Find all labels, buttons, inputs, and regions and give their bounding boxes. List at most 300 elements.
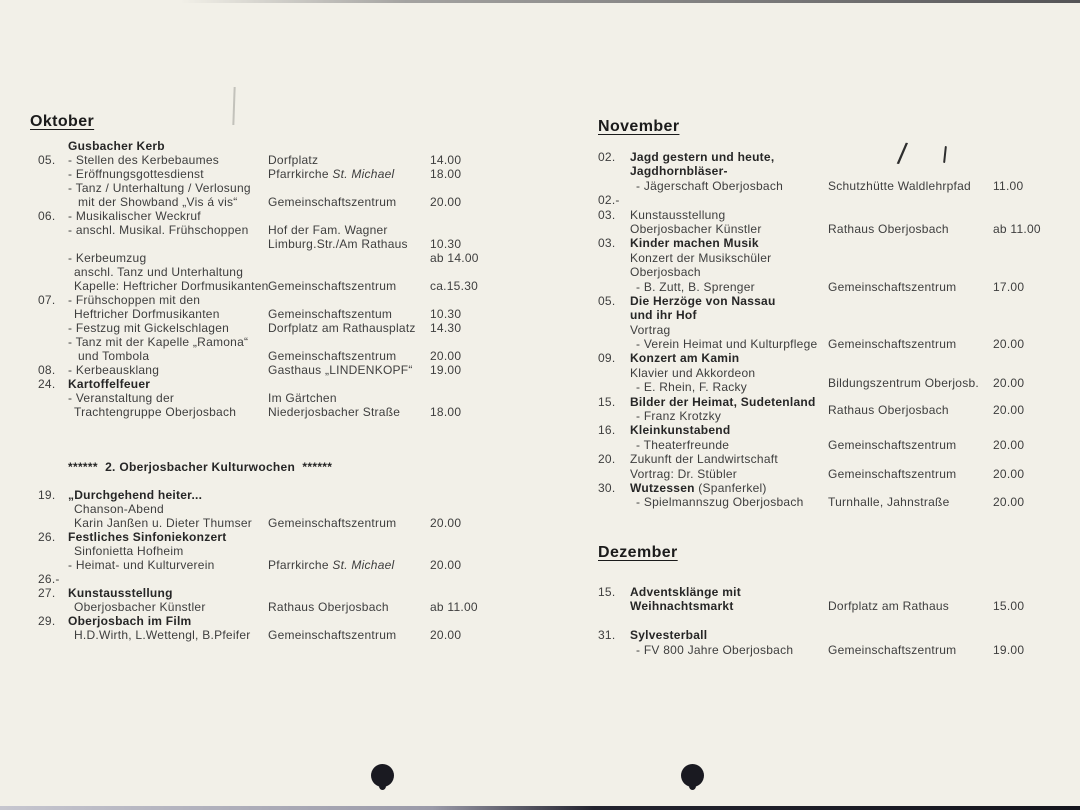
event-description: Konzert der Musikschüler (630, 250, 772, 265)
event-time (430, 530, 545, 544)
event-description: mit der Showband „Vis á vis“ (78, 195, 238, 209)
event-time: 18.00 (430, 405, 462, 419)
event-time: 20.00 (993, 495, 1025, 510)
event-location (828, 265, 993, 279)
event-day (30, 349, 68, 363)
event-description: - Kerbeumzug (68, 251, 147, 265)
event-location: Bildungszentrum Oberjosb. (828, 376, 979, 391)
event-location: Gemeinschaftszentum (268, 307, 393, 321)
event-description: - Theaterfreunde (636, 437, 730, 452)
event-time: 19.00 (430, 363, 462, 377)
event-location: Rathaus Oberjosbach (828, 403, 949, 418)
event-line (590, 265, 1076, 279)
event-time (430, 572, 545, 586)
event-time: 20.00 (430, 558, 462, 572)
event-location (828, 628, 993, 642)
event-location (268, 614, 430, 628)
event-description: und ihr Hof (630, 308, 697, 323)
event-day (30, 195, 68, 209)
event-description: Vortrag: Dr. Stübler (630, 466, 738, 481)
event-description: Kartoffelfeuer (68, 377, 151, 391)
event-location: Limburg.Str./Am Rathaus (268, 237, 408, 251)
event-location (268, 586, 430, 600)
event-line (590, 628, 1076, 642)
event-description (68, 572, 268, 586)
event-location (828, 585, 993, 599)
event-description: Oberjosbach (630, 265, 701, 280)
event-location (268, 293, 430, 307)
event-description: Kinder machen Musik (630, 236, 759, 251)
event-day: 06. (38, 209, 56, 223)
event-location: Gemeinschaftszentrum (828, 466, 957, 481)
event-line (30, 586, 545, 600)
event-time: 20.00 (430, 195, 462, 209)
event-location (268, 251, 430, 265)
event-description: und Tombola (78, 349, 150, 363)
event-day: 05. (598, 293, 616, 308)
event-day: 27. (38, 586, 56, 600)
event-location (268, 265, 430, 279)
section-oktober (30, 112, 545, 642)
event-line (590, 308, 1076, 322)
event-location: Rathaus Oberjosbach (828, 221, 949, 236)
event-line (590, 222, 1076, 236)
event-description: Wutzessen (Spanferkel) (630, 480, 767, 495)
event-location (268, 572, 430, 586)
event-description: anschl. Tanz und Unterhaltung (74, 265, 244, 279)
event-day (590, 251, 630, 265)
event-description: Konzert am Kamin (630, 351, 740, 366)
event-day (590, 380, 630, 394)
event-time (993, 251, 1076, 265)
event-day (590, 164, 630, 178)
event-location: Schutzhütte Waldlehrpfad (828, 178, 971, 193)
event-description: - B. Zutt, B. Sprenger (636, 279, 755, 294)
event-description: Adventsklänge mit (630, 585, 741, 599)
event-description: Karin Janßen u. Dieter Thumser (74, 516, 253, 530)
event-location: Turnhalle, Jahnstraße (828, 495, 950, 510)
event-description: - FV 800 Jahre Oberjosbach (636, 642, 794, 657)
event-description (630, 193, 828, 207)
event-line (590, 643, 1076, 657)
event-line (590, 495, 1076, 509)
event-day: 09. (598, 351, 616, 366)
event-location (828, 423, 993, 437)
event-line (30, 558, 545, 572)
event-time: 14.30 (430, 321, 462, 335)
event-location (828, 193, 993, 207)
event-location (828, 236, 993, 250)
event-description: - Heimat- und Kulturverein (68, 558, 215, 572)
event-line (30, 405, 545, 419)
event-day (590, 495, 630, 509)
event-line (30, 251, 545, 265)
event-day (590, 366, 630, 380)
event-location (828, 251, 993, 265)
event-line (30, 349, 545, 363)
event-location: Gemeinschaftszentrum (268, 195, 397, 209)
event-location (268, 335, 430, 349)
event-time (993, 481, 1076, 495)
event-description: Jagd gestern und heute, (630, 150, 775, 164)
event-line (590, 251, 1076, 265)
event-day (590, 599, 630, 613)
event-time (430, 391, 545, 405)
event-time (993, 308, 1076, 322)
event-day (30, 321, 68, 335)
event-description: Kapelle: Heftricher Dorfmusikanten (74, 279, 269, 293)
event-line (590, 467, 1076, 481)
event-description: - Stellen des Kerbebaumes (68, 153, 219, 167)
event-day: 07. (38, 293, 56, 307)
event-line (30, 209, 545, 223)
event-day: 26.- (38, 572, 60, 586)
event-description: Oberjosbach im Film (68, 614, 192, 628)
event-description: - anschl. Musikal. Frühschoppen (68, 223, 249, 237)
event-location (268, 139, 430, 153)
event-line (30, 223, 545, 237)
event-location (268, 530, 430, 544)
event-line (30, 377, 545, 391)
month-heading-oktober: Oktober (30, 113, 95, 130)
event-time (993, 452, 1076, 466)
event-line (30, 279, 545, 293)
event-description: - Verein Heimat und Kulturpflege (636, 337, 818, 352)
scan-edge-top (180, 0, 1080, 3)
event-location: Niederjosbacher Straße (268, 405, 401, 419)
event-line (590, 585, 1076, 599)
event-rows-dezember (590, 585, 1076, 657)
event-day (590, 409, 630, 423)
event-location (828, 452, 993, 466)
event-location (828, 164, 993, 178)
event-line (590, 481, 1076, 495)
event-location: Gemeinschaftszentrum (268, 628, 397, 642)
event-time (430, 209, 545, 223)
event-location: Gemeinschaftszentrum (268, 349, 397, 363)
event-rows-november (590, 150, 1076, 510)
event-line (30, 153, 545, 167)
event-description: Gusbacher Kerb (68, 139, 165, 153)
scan-edge-bottom (0, 806, 1080, 810)
event-day (30, 167, 68, 181)
event-time: 15.00 (993, 599, 1025, 614)
event-line (30, 321, 545, 335)
event-location: Gemeinschaftszentrum (828, 337, 957, 352)
event-description: - Franz Krotzky (636, 409, 722, 424)
event-line (590, 403, 1076, 424)
event-day (30, 251, 68, 265)
event-line (30, 516, 545, 530)
event-location: Dorfplatz am Rathaus (828, 599, 950, 614)
event-description: - E. Rhein, F. Racky (636, 380, 748, 395)
event-line (30, 614, 545, 628)
event-day: 03. (598, 236, 616, 251)
event-time: 10.30 (430, 307, 462, 321)
event-description: Festliches Sinfoniekonzert (68, 530, 227, 544)
event-time (430, 335, 545, 349)
event-line (590, 438, 1076, 452)
event-day (30, 558, 68, 572)
event-time: 20.00 (430, 516, 462, 530)
event-time: 20.00 (993, 337, 1025, 352)
event-time: ca.15.30 (430, 279, 479, 293)
event-time (993, 294, 1076, 308)
event-day: 16. (598, 423, 616, 438)
event-day (30, 181, 68, 195)
event-line (30, 572, 545, 586)
event-day (30, 279, 68, 293)
event-description: - Jägerschaft Oberjosbach (636, 178, 783, 193)
month-heading-november: November (598, 118, 680, 135)
event-location: Pfarrkirche St. Michael (268, 558, 395, 572)
event-description: Trachtengruppe Oberjosbach (74, 405, 237, 419)
event-line (30, 265, 545, 279)
event-description: - Tanz mit der Kapelle „Ramona“ (68, 335, 249, 349)
event-time (430, 488, 545, 502)
event-line (30, 488, 545, 502)
event-line (590, 376, 1076, 395)
event-day: 31. (598, 628, 616, 643)
event-location (268, 209, 430, 223)
event-description: - Kerbeausklang (68, 363, 160, 377)
event-line (590, 323, 1076, 337)
kulturwochen-subheader: ****** 2. Oberjosbacher Kulturwochen ****** (68, 460, 333, 474)
event-time: ab 11.00 (993, 221, 1041, 236)
event-line (30, 181, 545, 195)
event-location: Rathaus Oberjosbach (268, 600, 389, 614)
event-location (828, 150, 993, 164)
event-location: Dorfplatz (268, 153, 319, 167)
event-location: Hof der Fam. Wagner (268, 223, 388, 237)
event-description: - Tanz / Unterhaltung / Verlosung (68, 181, 251, 195)
event-day: 05. (38, 153, 56, 167)
event-line (30, 628, 545, 642)
event-time: 11.00 (993, 178, 1024, 193)
event-time (993, 150, 1076, 164)
event-day (30, 265, 68, 279)
event-description: - Eröffnungsgottesdienst (68, 167, 204, 181)
event-day (590, 337, 630, 351)
event-time (430, 265, 545, 279)
event-day: 26. (38, 530, 56, 544)
event-day: 29. (38, 614, 56, 628)
event-description: Die Herzöge von Nassau (630, 293, 776, 308)
event-location: Gemeinschaftszentrum (828, 437, 957, 452)
event-time (430, 223, 545, 237)
hole-punch-right (681, 764, 704, 787)
event-description: Klavier und Akkordeon (630, 365, 756, 380)
event-day (590, 643, 630, 657)
event-time: 20.00 (993, 376, 1025, 391)
event-line (30, 530, 545, 544)
event-day (590, 280, 630, 294)
event-location (828, 323, 993, 337)
month-heading-dezember: Dezember (598, 544, 678, 561)
event-time: 20.00 (993, 437, 1025, 452)
event-day: 15. (598, 585, 616, 599)
event-description: - Spielmannszug Oberjosbach (636, 495, 804, 510)
event-line (590, 150, 1076, 164)
event-time (993, 423, 1076, 437)
event-description: Heftricher Dorfmusikanten (74, 307, 220, 321)
event-day (590, 222, 630, 236)
event-description: - Veranstaltung der (68, 391, 175, 405)
event-time (430, 614, 545, 628)
event-day: 02.- (598, 193, 620, 208)
event-location: Gemeinschaftszentrum (268, 279, 397, 293)
event-day (590, 308, 630, 322)
event-description: Oberjosbacher Künstler (74, 600, 206, 614)
event-day (30, 628, 68, 642)
event-line (590, 179, 1076, 193)
hole-punch-left (371, 764, 394, 787)
event-time: 20.00 (430, 628, 462, 642)
event-day (30, 307, 68, 321)
event-time: 17.00 (993, 279, 1025, 294)
section-november (590, 117, 1076, 510)
event-time (430, 586, 545, 600)
event-line (590, 236, 1076, 250)
event-line (30, 391, 545, 405)
event-day: 30. (598, 480, 616, 495)
event-day (30, 544, 68, 558)
event-description: Oberjosbacher Künstler (630, 221, 762, 236)
event-time (993, 193, 1076, 207)
event-time (430, 502, 545, 516)
event-day (30, 502, 68, 516)
event-description: Sylvesterball (630, 628, 708, 643)
event-description: Sinfonietta Hofheim (74, 544, 184, 558)
event-line (30, 195, 545, 209)
event-location: Pfarrkirche St. Michael (268, 167, 395, 181)
event-day (590, 323, 630, 337)
event-day: 03. (598, 207, 616, 222)
event-description: Kleinkunstabend (630, 423, 731, 438)
event-description: Jagdhornbläser- (630, 164, 728, 179)
event-day (590, 438, 630, 452)
event-location: Gemeinschaftszentrum (828, 279, 957, 294)
event-day: 02. (598, 150, 616, 164)
event-description: H.D.Wirth, L.Wettengl, B.Pfeifer (74, 628, 251, 642)
event-description: - Musikalischer Weckruf (68, 209, 201, 223)
event-location (828, 351, 993, 365)
event-time (430, 293, 545, 307)
event-line (590, 193, 1076, 207)
event-line (590, 423, 1076, 437)
event-day (590, 265, 630, 279)
event-time: ab 11.00 (430, 600, 478, 614)
event-description: - Festzug mit Gickelschlagen (68, 321, 230, 335)
event-location (268, 502, 430, 516)
event-location (268, 544, 430, 558)
event-day (30, 391, 68, 405)
event-location: Gemeinschaftszentrum (828, 642, 957, 657)
event-day (590, 179, 630, 193)
event-time (430, 544, 545, 558)
event-time (993, 208, 1076, 222)
event-time: 20.00 (993, 403, 1025, 418)
event-line (590, 351, 1076, 365)
event-day: 24. (38, 377, 56, 391)
event-day: 08. (38, 363, 56, 377)
event-time: ab 14.00 (430, 251, 479, 265)
event-line (590, 599, 1076, 613)
event-description: Bilder der Heimat, Sudetenland (630, 394, 816, 409)
event-description: „Durchgehend heiter... (68, 488, 203, 502)
event-rows-oktober (30, 139, 545, 642)
event-day: 15. (598, 394, 616, 409)
event-description: Zukunft der Landwirtschaft (630, 452, 778, 467)
event-line (590, 337, 1076, 351)
event-line (30, 139, 545, 153)
event-line (30, 600, 545, 614)
event-day: 20. (598, 452, 616, 467)
pen-slash-mark: / (895, 137, 909, 172)
event-line (590, 208, 1076, 222)
event-description: Kunstausstellung (68, 586, 173, 600)
event-line (30, 335, 545, 349)
event-time: 19.00 (993, 642, 1025, 657)
event-day (30, 139, 68, 153)
event-day (30, 516, 68, 530)
event-line (30, 363, 545, 377)
event-line (30, 502, 545, 516)
event-time: 20.00 (430, 349, 462, 363)
event-day (590, 467, 630, 481)
event-time: 18.00 (430, 167, 462, 181)
event-line (30, 293, 545, 307)
event-location (828, 294, 993, 308)
section-dezember (590, 543, 1076, 657)
event-description: Chanson-Abend (74, 502, 164, 516)
event-day (30, 223, 68, 237)
event-location (268, 181, 430, 195)
event-description (68, 237, 268, 251)
event-time (993, 585, 1076, 599)
event-location: Dorfplatz am Rathausplatz (268, 321, 416, 335)
event-day (30, 600, 68, 614)
event-line (590, 294, 1076, 308)
event-day: 19. (38, 488, 56, 502)
event-time (993, 351, 1076, 365)
event-time (993, 628, 1076, 642)
event-description: Weihnachtsmarkt (630, 599, 734, 614)
event-time (430, 377, 545, 391)
event-time (993, 323, 1076, 337)
event-time (993, 164, 1076, 178)
event-location (828, 481, 993, 495)
event-description: Vortrag (630, 322, 671, 337)
event-line (590, 164, 1076, 178)
event-line (30, 307, 545, 321)
event-line (30, 237, 545, 251)
event-time: 14.00 (430, 153, 462, 167)
event-location: Im Gärtchen (268, 391, 337, 405)
event-description: - Frühschoppen mit den (68, 293, 201, 307)
event-location (268, 488, 430, 502)
event-day (30, 335, 68, 349)
event-day (30, 405, 68, 419)
event-location: Gasthaus „LINDENKOPF“ (268, 363, 413, 377)
event-description: Kunstausstellung (630, 207, 726, 222)
event-time (430, 181, 545, 195)
event-line (30, 167, 545, 181)
event-time: 20.00 (993, 466, 1025, 481)
spacer-row (590, 614, 1076, 628)
event-time: 10.30 (430, 237, 462, 251)
event-time (430, 139, 545, 153)
